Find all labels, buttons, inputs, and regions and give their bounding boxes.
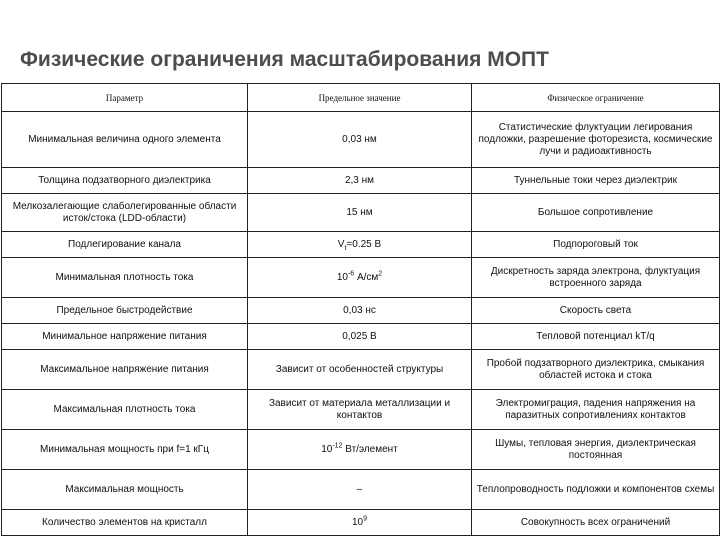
table-row: [2, 112, 720, 168]
header-limit-value: Предельное значение: [248, 84, 472, 112]
table-row: [2, 298, 720, 324]
page-title: Физические ограничения масштабирования МОПТ: [20, 48, 549, 71]
cell-param: Количество элементов на кристалл: [2, 510, 248, 536]
cell-value: 0,025 В: [248, 324, 472, 350]
table-row: [2, 194, 720, 232]
cell-value: –: [248, 470, 472, 510]
table-row: [2, 324, 720, 350]
cell-param: Минимальное напряжение питания: [2, 324, 248, 350]
cell-value: Зависит от особенностей структуры: [248, 350, 472, 390]
table-row: [2, 168, 720, 194]
table-row: [2, 258, 720, 298]
table-row: [2, 510, 720, 536]
cell-limit: Пробой подзатворного диэлектрика, смыкания областей истока и стока: [472, 350, 720, 390]
table-row: [2, 430, 720, 470]
cell-value: $10^9$: [248, 510, 472, 536]
cell-value: $10^{-6}$ $А/см^2$: [248, 258, 472, 298]
cell-value: $10^{-12}$ Вт/элемент: [248, 430, 472, 470]
table-row: [2, 390, 720, 430]
cell-limit: Тепловой потенциал kT/q: [472, 324, 720, 350]
cell-value: 0,03 нс: [248, 298, 472, 324]
cell-param: Минимальная мощность при f=1 кГц: [2, 430, 248, 470]
cell-limit: Шумы, тепловая энергия, диэлектрическая постоянная: [472, 430, 720, 470]
table-row: [2, 350, 720, 390]
limits-table: [1, 83, 720, 536]
cell-param: Максимальная плотность тока: [2, 390, 248, 430]
cell-limit: Большое сопротивление: [472, 194, 720, 232]
cell-param: Минимальная величина одного элемента: [2, 112, 248, 168]
cell-limit: Туннельные токи через диэлектрик: [472, 168, 720, 194]
cell-param: Подлегирование канала: [2, 232, 248, 258]
header-parameter: Параметр: [2, 84, 248, 112]
cell-limit: Электромиграция, падения напряжения на паразитных сопротивлениях контактов: [472, 390, 720, 430]
cell-limit: Дискретность заряда электрона, флуктуация встроенного заряда: [472, 258, 720, 298]
cell-value: 2,3 нм: [248, 168, 472, 194]
table-row: [2, 232, 720, 258]
cell-param: Минимальная плотность тока: [2, 258, 248, 298]
cell-value: Зависит от материала металлизации и контактов: [248, 390, 472, 430]
cell-limit: Теплопроводность подложки и компонентов схемы: [472, 470, 720, 510]
cell-limit: Статистические флуктуации легирования подложки, разрешение фоторезиста, космические лучи и радиоактивность: [472, 112, 720, 168]
cell-limit: Скорость света: [472, 298, 720, 324]
header-physical-limit: Физическое ограничение: [472, 84, 720, 112]
cell-param: Мелкозалегающие слаболегированные области исток/стока (LDD-области): [2, 194, 248, 232]
cell-value: 0,03 нм: [248, 112, 472, 168]
table-header-row: [2, 84, 720, 112]
cell-param: Максимальное напряжение питания: [2, 350, 248, 390]
cell-param: Предельное быстродействие: [2, 298, 248, 324]
cell-param: Максимальная мощность: [2, 470, 248, 510]
table-row: [2, 470, 720, 510]
cell-limit: Совокупность всех ограничений: [472, 510, 720, 536]
cell-limit: Подпороговый ток: [472, 232, 720, 258]
cell-value: 15 нм: [248, 194, 472, 232]
cell-value: $V_t=0.25$ В: [248, 232, 472, 258]
cell-param: Толщина подзатворного диэлектрика: [2, 168, 248, 194]
